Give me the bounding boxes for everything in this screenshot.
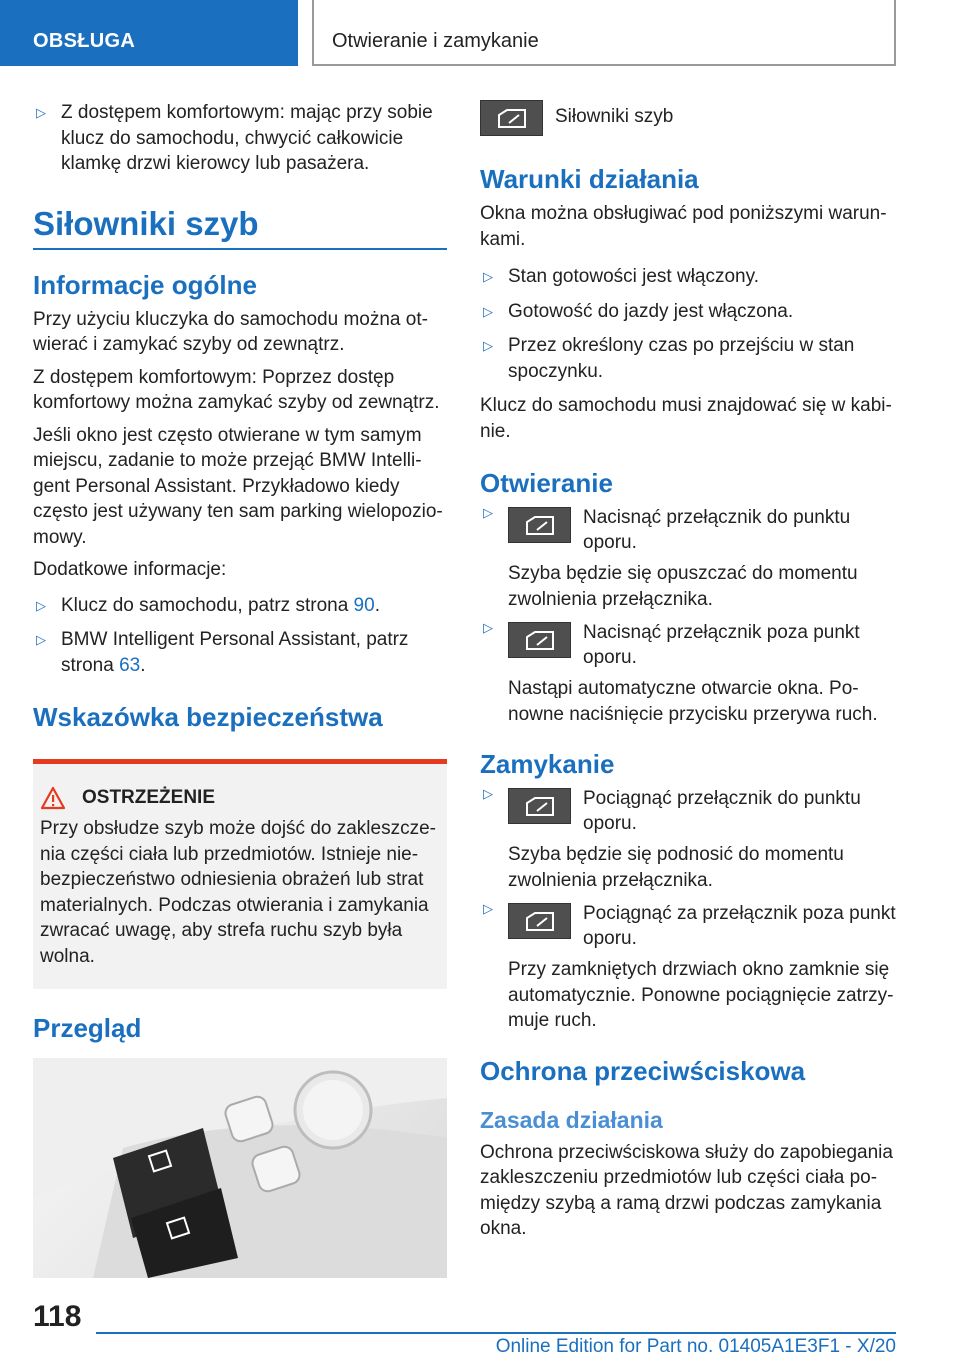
principle-text: Ochrona przeciwściskowa służy do zapobiegania zakleszczeniu przedmiotów lub części ciała pomiędzy szybą a ramą drzwi podczas zamykania okna. [480, 1141, 893, 1239]
step-label: Nacisnąć przełącznik do punktu oporu. [583, 507, 851, 553]
open-heading: Otwieranie [480, 468, 613, 498]
open-step [480, 620, 896, 727]
close-step [480, 901, 896, 1034]
page-link[interactable]: 63 [119, 654, 141, 676]
step-description: Szyba będzie się podnosić do momentu zwolnienia przełącznika. [508, 844, 844, 891]
right-column [480, 100, 896, 1249]
section-tab [0, 0, 298, 66]
warning-title-row [40, 786, 439, 810]
bullet-icon: ▷ [483, 505, 493, 520]
list-item: ▷ Gotowość do jazdy jest włączona. [480, 299, 896, 325]
section-title: OBSŁUGA [33, 30, 136, 52]
close-step [480, 786, 896, 893]
window-switch-illustration [33, 1058, 447, 1278]
bullet-icon: ▷ [483, 338, 493, 353]
conditions-heading: Warunki działania [480, 164, 699, 194]
bullet-icon: ▷ [483, 269, 493, 284]
list-item: ▷ BMW Intelligent Personal Assistant, patrz strona 63. [36, 629, 409, 676]
page-link[interactable]: 90 [353, 594, 375, 616]
section-heading: Siłowniki szyb [33, 205, 447, 250]
info-paragraph: Przy użyciu kluczyka do samochodu można otwierać i zamykać szyby od zewnątrz. [33, 308, 428, 355]
step-description: Szyba będzie się opuszczać do momentu zwolnienia przełącznika. [508, 563, 858, 610]
window-switch-icon [508, 622, 571, 658]
warning-title: OSTRZEŻENIE [82, 787, 216, 808]
step-label: Pociągnąć przełącznik do punktu oporu. [583, 788, 861, 834]
conditions-text: Okna można obsługiwać pod poniższymi warunkami. [480, 203, 887, 250]
chapter-tab [312, 0, 896, 66]
step-label: Nacisnąć przełącznik poza punkt oporu. [583, 622, 860, 668]
bullet-icon: ▷ [483, 786, 493, 801]
key-text: Klucz do samochodu musi znajdować się w kabinie. [480, 395, 892, 442]
chapter-title: Otwieranie i zamykanie [332, 30, 539, 52]
list-item: ▷ Klucz do samochodu, patrz strona 90. [33, 593, 447, 619]
list-item: ▷ Stan gotowości jest włączony. [480, 264, 896, 290]
info-heading: Informacje ogólne [33, 269, 257, 300]
overview-heading: Przegląd [33, 1013, 142, 1043]
info-paragraph: Jeśli okno jest często otwierane w tym samym miejscu, zadanie to może przejąć BMW Intelligent Personal Assistant. Przykładowo kiedy często jest używany ten sam parking wielopoziomowy. [33, 424, 443, 548]
bullet-icon: ▷ [483, 901, 493, 916]
step-description: Nastąpi automatyczne otwarcie okna. Ponowne naciśnięcie przycisku przerywa ruch. [508, 678, 878, 725]
step-label: Pociągnąć za przełącznik poza punkt oporu. [583, 903, 896, 949]
bullet-icon: ▷ [36, 632, 46, 647]
warning-box [33, 759, 447, 989]
window-switch-photo [33, 1058, 447, 1278]
window-switch-icon [508, 788, 571, 824]
window-switch-icon [508, 507, 571, 543]
bullet-icon: ▷ [36, 597, 46, 613]
step-description: Przy zamkniętych drzwiach okno zamknie się automatycznie. Ponowne pociągnięcie zatrzymuje ruch. [508, 959, 894, 1031]
bullet-icon: ▷ [36, 105, 46, 120]
window-switch-icon [480, 100, 543, 136]
edition-text: Online Edition for Part no. 01405A1E3F1 - X/20 [495, 1336, 896, 1357]
pinch-protection-heading: Ochrona przeciwściskowa [480, 1055, 806, 1086]
bullet-icon: ▷ [483, 303, 493, 319]
principle-heading: Zasada działania [480, 1106, 663, 1133]
info-paragraph: Z dostępem komfortowym: Poprzez dostęp komfortowy można zamykać szyby od zewnątrz. [33, 366, 440, 413]
intro-bullet: ▷ Z dostępem komfortowym: mając przy sobie klucz do samochodu, chwycić całkowicie klamkę drzwi kierowcy lub pasażera. [36, 102, 433, 174]
bullet-icon: ▷ [483, 620, 493, 635]
window-lift-icon-row [480, 100, 896, 136]
warning-icon [40, 786, 66, 810]
icon-label: Siłowniki szyb [555, 106, 674, 127]
warning-text: Przy obsłudze szyb może dojść do zakleszczenia części ciała lub przedmiotów. Istnieje niebezpieczeństwo odniesienia obrażeń lub strat materialnych. Podczas otwierania i zamykania zwracać uwagę, aby strefa ruchu szyb była wolna. [40, 818, 436, 967]
info-paragraph: Dodatkowe informacje: [33, 559, 227, 580]
open-step [480, 505, 896, 612]
safety-heading: Wskazówka bezpieczeństwa [33, 702, 383, 732]
left-column [33, 100, 447, 1278]
page-number: 118 [33, 1300, 82, 1333]
window-switch-icon [508, 903, 571, 939]
footer-divider [96, 1332, 896, 1334]
close-heading: Zamykanie [480, 749, 615, 779]
list-item: ▷ Przez określony czas po przejściu w stan spoczynku. [483, 335, 855, 382]
